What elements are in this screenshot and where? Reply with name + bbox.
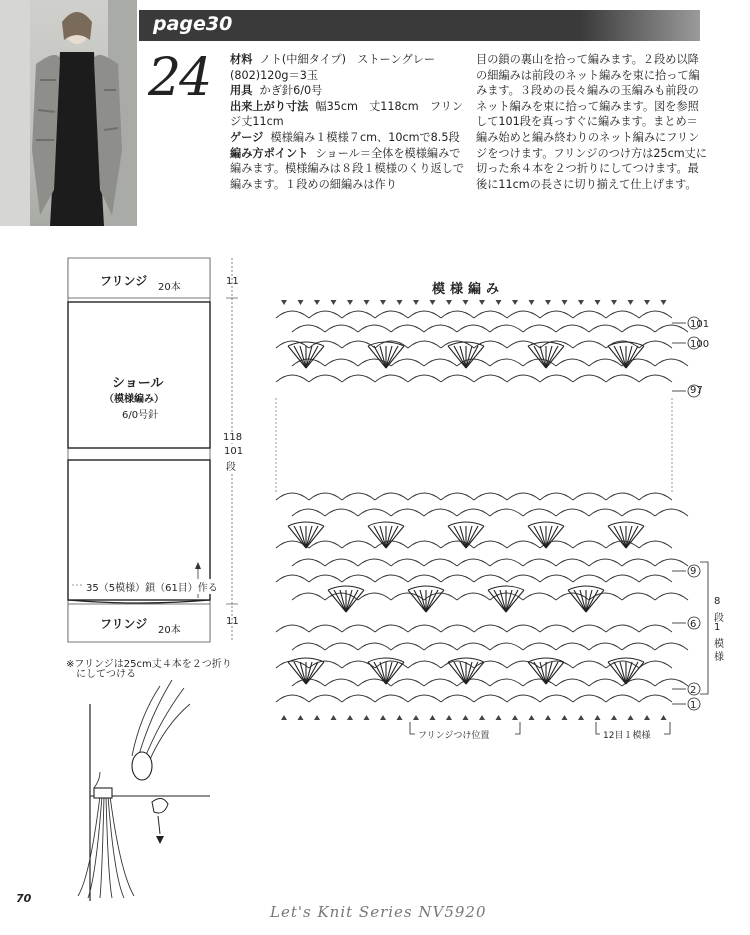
fringe-triangle bbox=[463, 715, 469, 720]
chain-arc bbox=[325, 559, 358, 566]
chain-arc bbox=[606, 575, 639, 582]
row-label-100: 100 bbox=[690, 339, 710, 350]
size-label: 出来上がり寸法 bbox=[230, 99, 309, 113]
chain-arc bbox=[639, 341, 672, 348]
chain-arc bbox=[309, 341, 342, 348]
repeat-rows-1: 8 bbox=[714, 596, 721, 607]
chain-arc bbox=[622, 325, 655, 332]
chain-arc bbox=[523, 679, 556, 686]
fringe-triangle bbox=[661, 715, 667, 720]
fringe-position-label: フリンジつけ位置 bbox=[418, 731, 490, 741]
fringe-triangle bbox=[446, 715, 452, 720]
cluster-stitch bbox=[294, 526, 306, 548]
chain-arc bbox=[276, 493, 309, 500]
cluster-stitch bbox=[626, 346, 638, 368]
fringe-triangle bbox=[430, 715, 436, 720]
cluster-stitch bbox=[534, 346, 546, 368]
cluster-stitch bbox=[614, 526, 626, 548]
chain-arc bbox=[391, 559, 424, 566]
cluster-stitch bbox=[386, 662, 398, 684]
tools-label: 用具 bbox=[230, 84, 253, 98]
chain-arc bbox=[358, 593, 391, 600]
chain-arc bbox=[540, 375, 573, 382]
shawl-sub: （模様編み） bbox=[104, 394, 164, 405]
row-label-97: 97 bbox=[690, 385, 703, 396]
materials-text: ノト(中細タイプ) ストーングレー(802)120g＝3玉 bbox=[230, 53, 436, 82]
cluster-stitch bbox=[586, 590, 598, 612]
chain-arc bbox=[358, 325, 391, 332]
chain-arc bbox=[540, 575, 573, 582]
row-label-1: 1 bbox=[690, 700, 697, 711]
fringe-triangle bbox=[298, 715, 304, 720]
width-note: 35（5模様）鎖（61目）作る bbox=[84, 579, 220, 594]
chain-arc bbox=[424, 679, 457, 686]
chain-arc bbox=[358, 643, 391, 650]
fringe-triangle bbox=[413, 715, 419, 720]
fringe-triangle bbox=[298, 300, 304, 305]
chain-arc bbox=[474, 661, 507, 668]
repeat-rows-3: 1 bbox=[714, 622, 721, 633]
gauge-text: 模様編み１模様７cm、10cmで8.5段 bbox=[270, 130, 460, 144]
chain-arc bbox=[589, 359, 622, 366]
chain-arc bbox=[342, 625, 375, 632]
cluster-top bbox=[368, 522, 404, 526]
chain-arc bbox=[523, 559, 556, 566]
fringe-triangle bbox=[578, 300, 584, 305]
chain-arc bbox=[342, 341, 375, 348]
fringe-triangle bbox=[644, 715, 650, 720]
chain-arc bbox=[408, 661, 441, 668]
cluster-top bbox=[408, 586, 444, 590]
chain-arc bbox=[457, 643, 490, 650]
chain-arc bbox=[622, 643, 655, 650]
dim-top: 11 bbox=[226, 276, 239, 287]
chain-arc bbox=[622, 559, 655, 566]
dim-bottom: 11 bbox=[226, 616, 239, 627]
chain-arc bbox=[655, 559, 688, 566]
chain-arc bbox=[342, 311, 375, 318]
fringe-triangle bbox=[314, 715, 320, 720]
cluster-top bbox=[288, 522, 324, 526]
fringe-triangle bbox=[331, 300, 337, 305]
chain-arc bbox=[325, 325, 358, 332]
chain-arc bbox=[441, 661, 474, 668]
fringe-triangle bbox=[562, 715, 568, 720]
chain-arc bbox=[589, 679, 622, 686]
chain-arc bbox=[375, 375, 408, 382]
cluster-stitch bbox=[346, 590, 358, 612]
chain-arc bbox=[556, 359, 589, 366]
chain-arc bbox=[507, 625, 540, 632]
fringe-triangle bbox=[380, 300, 386, 305]
chain-arc bbox=[655, 509, 688, 516]
fringe-triangle bbox=[661, 300, 667, 305]
chain-arc bbox=[309, 625, 342, 632]
fringe-triangle bbox=[628, 300, 634, 305]
fringe-triangle bbox=[545, 300, 551, 305]
chain-arc bbox=[375, 575, 408, 582]
size-text: 幅35cm 丈118cm フリンジ丈11cm bbox=[230, 99, 464, 129]
chain-arc bbox=[408, 375, 441, 382]
fringe-triangle bbox=[430, 300, 436, 305]
cluster-top bbox=[568, 586, 604, 590]
chain-arc bbox=[408, 575, 441, 582]
cluster-top bbox=[328, 586, 364, 590]
chain-arc bbox=[490, 325, 523, 332]
chain-arc bbox=[391, 359, 424, 366]
chain-arc bbox=[309, 695, 342, 702]
fringe-triangle bbox=[314, 300, 320, 305]
fringe-bottom-count: 20本 bbox=[158, 625, 181, 636]
cluster-stitch bbox=[614, 662, 626, 684]
fringe-triangle bbox=[545, 715, 551, 720]
chain-arc bbox=[639, 493, 672, 500]
repeat-rows-5: 様 bbox=[714, 652, 724, 663]
chain-arc bbox=[655, 593, 688, 600]
chain-arc bbox=[408, 341, 441, 348]
chain-arc bbox=[309, 575, 342, 582]
points-text-1: ショール＝全体を模様編みで編みます。模様編みは８段１模様のくり返しで編みます。１段めの細編みは作り bbox=[230, 146, 465, 191]
chain-arc bbox=[391, 643, 424, 650]
points-text-2: 目の鎖の裏山を拾って編みます。２段め以降の細編みは前段のネット編みを束に拾って編みます。３段めの長々編みの玉編みも前段のネット編みを束に拾って編みます。図を参照して101段を真っすぐに編みます。まとめ＝編み始めと編み終わりのネット編みにフリンジをつけます。フリンジのつけ方は25cm丈に切った糸４本を２つ折りにしてつけます。最後に11cmの長さに切り揃えて仕上げます。 bbox=[476, 53, 708, 191]
fringe-triangle bbox=[347, 715, 353, 720]
chain-arc bbox=[358, 509, 391, 516]
chain-arc bbox=[606, 311, 639, 318]
chain-arc bbox=[474, 493, 507, 500]
chain-arc bbox=[655, 679, 688, 686]
chain-arc bbox=[276, 625, 309, 632]
chain-arc bbox=[441, 493, 474, 500]
fringe-triangle bbox=[397, 300, 403, 305]
chain-arc bbox=[556, 643, 589, 650]
series-title: Let's Knit Series NV5920 bbox=[270, 903, 487, 921]
chain-arc bbox=[639, 541, 672, 548]
chain-arc bbox=[523, 325, 556, 332]
cluster-stitch bbox=[546, 662, 558, 684]
chain-arc bbox=[342, 575, 375, 582]
chain-arc bbox=[490, 359, 523, 366]
row-label-2: 2 bbox=[690, 685, 697, 696]
fringe-triangle bbox=[611, 300, 617, 305]
fringe-triangle bbox=[595, 300, 601, 305]
chain-arc bbox=[606, 661, 639, 668]
chain-arc bbox=[408, 541, 441, 548]
cluster-stitch bbox=[454, 662, 466, 684]
chain-arc bbox=[573, 493, 606, 500]
chain-arc bbox=[507, 541, 540, 548]
chain-arc bbox=[441, 575, 474, 582]
chain-arc bbox=[573, 541, 606, 548]
chain-arc bbox=[490, 643, 523, 650]
chain-arc bbox=[292, 559, 325, 566]
chain-arc bbox=[573, 311, 606, 318]
dim-total: 118 bbox=[223, 432, 243, 443]
chain-arc bbox=[655, 359, 688, 366]
repeat-rows-4: 模 bbox=[714, 639, 724, 650]
points-label: 編み方ポイント bbox=[230, 146, 309, 160]
chain-arc bbox=[342, 695, 375, 702]
shawl-needle: 6/0号針 bbox=[122, 410, 159, 421]
chain-arc bbox=[606, 695, 639, 702]
chain-arc bbox=[309, 375, 342, 382]
chain-arc bbox=[573, 625, 606, 632]
fringe-triangle bbox=[496, 715, 502, 720]
chain-arc bbox=[309, 541, 342, 548]
chain-arc bbox=[292, 643, 325, 650]
chain-arc bbox=[474, 625, 507, 632]
chain-arc bbox=[639, 575, 672, 582]
chain-arc bbox=[276, 375, 309, 382]
chain-arc bbox=[391, 509, 424, 516]
chain-arc bbox=[639, 695, 672, 702]
page-label: page30 bbox=[153, 13, 233, 35]
chain-arc bbox=[639, 625, 672, 632]
cluster-top bbox=[608, 522, 644, 526]
cluster-stitch bbox=[414, 590, 426, 612]
cluster-stitch bbox=[546, 346, 558, 368]
row-label-6: 6 bbox=[690, 619, 697, 630]
chain-arc bbox=[325, 509, 358, 516]
fringe-note-2: にしてつける bbox=[76, 669, 136, 680]
fringe-triangle bbox=[331, 715, 337, 720]
chain-arc bbox=[441, 625, 474, 632]
chain-arc bbox=[556, 559, 589, 566]
fringe-triangle bbox=[364, 715, 370, 720]
chain-arc bbox=[342, 541, 375, 548]
chain-arc bbox=[523, 593, 556, 600]
cluster-stitch bbox=[306, 526, 318, 548]
fringe-triangle bbox=[512, 300, 518, 305]
chain-arc bbox=[441, 375, 474, 382]
stitch-repeat-label: 12目１模様 bbox=[603, 731, 651, 741]
chain-arc bbox=[540, 695, 573, 702]
fringe-triangle bbox=[529, 300, 535, 305]
chain-arc bbox=[606, 375, 639, 382]
chain-arc bbox=[424, 325, 457, 332]
cluster-stitch bbox=[374, 662, 386, 684]
dim-rows: 101 bbox=[224, 446, 244, 457]
cluster-stitch bbox=[306, 346, 318, 368]
chain-arc bbox=[424, 559, 457, 566]
chain-arc bbox=[441, 311, 474, 318]
fringe-triangle bbox=[479, 300, 485, 305]
chain-arc bbox=[655, 325, 688, 332]
chain-arc bbox=[309, 311, 342, 318]
chain-arc bbox=[408, 695, 441, 702]
cluster-stitch bbox=[626, 526, 638, 548]
cluster-stitch bbox=[466, 662, 478, 684]
chain-arc bbox=[573, 661, 606, 668]
chain-arc bbox=[507, 375, 540, 382]
gauge-label: ゲージ bbox=[230, 130, 264, 144]
chain-arc bbox=[507, 695, 540, 702]
chain-arc bbox=[474, 311, 507, 318]
cluster-stitch bbox=[546, 526, 558, 548]
chain-arc bbox=[375, 695, 408, 702]
chain-arc bbox=[292, 325, 325, 332]
chain-arc bbox=[342, 493, 375, 500]
fringe-triangle bbox=[644, 300, 650, 305]
repeat-bracket bbox=[700, 562, 708, 694]
row-label-9: 9 bbox=[690, 566, 697, 577]
fringe-triangle bbox=[446, 300, 452, 305]
fringe-triangle bbox=[529, 715, 535, 720]
chain-arc bbox=[457, 325, 490, 332]
chain-arc bbox=[424, 643, 457, 650]
chain-arc bbox=[441, 695, 474, 702]
fringe-note-1: ※フリンジは25cm丈４本を２つ折り bbox=[66, 659, 232, 670]
page-number: 70 bbox=[16, 892, 32, 905]
chain-arc bbox=[474, 375, 507, 382]
pattern-number: 24 bbox=[148, 48, 211, 108]
chain-arc bbox=[375, 625, 408, 632]
chain-arc bbox=[474, 541, 507, 548]
fringe-position-bracket bbox=[515, 722, 520, 734]
chain-arc bbox=[292, 509, 325, 516]
dim-rows-unit: 段 bbox=[226, 458, 236, 473]
chain-arc bbox=[309, 493, 342, 500]
chain-arc bbox=[424, 509, 457, 516]
chain-arc bbox=[622, 509, 655, 516]
chain-arc bbox=[358, 559, 391, 566]
chain-arc bbox=[573, 695, 606, 702]
chart-title: 模様編み bbox=[432, 282, 505, 297]
cluster-top bbox=[528, 522, 564, 526]
repeat-rows-2: 段 bbox=[714, 613, 724, 624]
chain-arc bbox=[292, 593, 325, 600]
chain-arc bbox=[276, 695, 309, 702]
chain-arc bbox=[556, 509, 589, 516]
chain-arc bbox=[408, 311, 441, 318]
fringe-triangle bbox=[463, 300, 469, 305]
fringe-triangle bbox=[496, 300, 502, 305]
chain-arc bbox=[375, 493, 408, 500]
fringe-triangle bbox=[281, 300, 287, 305]
fringe-triangle bbox=[512, 715, 518, 720]
row-label-101: 101 bbox=[690, 319, 710, 330]
chain-arc bbox=[556, 679, 589, 686]
chain-arc bbox=[540, 493, 573, 500]
chain-arc bbox=[573, 375, 606, 382]
fringe-triangle bbox=[380, 715, 386, 720]
cluster-stitch bbox=[454, 526, 466, 548]
chain-arc bbox=[556, 325, 589, 332]
cluster-stitch bbox=[574, 590, 586, 612]
fringe-triangle bbox=[397, 715, 403, 720]
fringe-triangle bbox=[413, 300, 419, 305]
chain-arc bbox=[589, 509, 622, 516]
chain-arc bbox=[457, 509, 490, 516]
chain-arc bbox=[540, 625, 573, 632]
chain-arc bbox=[391, 679, 424, 686]
chain-arc bbox=[523, 643, 556, 650]
chain-arc bbox=[589, 559, 622, 566]
chain-arc bbox=[474, 695, 507, 702]
chain-arc bbox=[606, 625, 639, 632]
chain-arc bbox=[655, 643, 688, 650]
cluster-top bbox=[448, 522, 484, 526]
chain-arc bbox=[573, 341, 606, 348]
fringe-triangle bbox=[595, 715, 601, 720]
cluster-stitch bbox=[374, 346, 386, 368]
chain-arc bbox=[309, 661, 342, 668]
chain-arc bbox=[375, 311, 408, 318]
cluster-stitch bbox=[386, 526, 398, 548]
fringe-triangle bbox=[479, 715, 485, 720]
chain-arc bbox=[639, 375, 672, 382]
chain-arc bbox=[342, 375, 375, 382]
chain-arc bbox=[391, 325, 424, 332]
chain-arc bbox=[490, 559, 523, 566]
fringe-triangle bbox=[611, 715, 617, 720]
chain-arc bbox=[325, 679, 358, 686]
chain-arc bbox=[523, 509, 556, 516]
fringe-top-label: フリンジ bbox=[100, 274, 148, 288]
fringe-triangle bbox=[628, 715, 634, 720]
chain-arc bbox=[490, 509, 523, 516]
materials-label: 材料 bbox=[230, 53, 253, 66]
chain-arc bbox=[507, 493, 540, 500]
chain-arc bbox=[408, 625, 441, 632]
chain-arc bbox=[457, 593, 490, 600]
chain-arc bbox=[276, 311, 309, 318]
chain-arc bbox=[540, 311, 573, 318]
cluster-stitch bbox=[466, 526, 478, 548]
chain-arc bbox=[408, 493, 441, 500]
chain-arc bbox=[507, 575, 540, 582]
chain-arc bbox=[457, 559, 490, 566]
cluster-stitch bbox=[426, 590, 438, 612]
chain-arc bbox=[589, 643, 622, 650]
shawl-label: ショール bbox=[112, 376, 164, 391]
chain-arc bbox=[573, 575, 606, 582]
fringe-triangle bbox=[562, 300, 568, 305]
chain-arc bbox=[622, 593, 655, 600]
fringe-triangle bbox=[281, 715, 287, 720]
cluster-top bbox=[488, 586, 524, 590]
repeat-bracket-bottom bbox=[596, 722, 600, 734]
chain-arc bbox=[424, 359, 457, 366]
fringe-triangle bbox=[347, 300, 353, 305]
chain-arc bbox=[276, 575, 309, 582]
chain-arc bbox=[325, 359, 358, 366]
fringe-bottom-label: フリンジ bbox=[100, 617, 148, 631]
chain-arc bbox=[639, 311, 672, 318]
cluster-stitch bbox=[626, 662, 638, 684]
chain-arc bbox=[474, 575, 507, 582]
cluster-stitch bbox=[294, 346, 306, 368]
cluster-stitch bbox=[466, 346, 478, 368]
fringe-triangle bbox=[364, 300, 370, 305]
chain-arc bbox=[556, 593, 589, 600]
chain-arc bbox=[490, 679, 523, 686]
tools-text: かぎ針6/0号 bbox=[259, 84, 323, 98]
chain-arc bbox=[457, 679, 490, 686]
fringe-position-bracket bbox=[410, 722, 415, 734]
chain-arc bbox=[507, 311, 540, 318]
fringe-top-count: 20本 bbox=[158, 282, 181, 293]
chain-arc bbox=[589, 325, 622, 332]
chain-arc bbox=[606, 493, 639, 500]
fringe-triangle bbox=[578, 715, 584, 720]
repeat-bracket-bottom bbox=[664, 722, 670, 734]
chain-arc bbox=[325, 643, 358, 650]
